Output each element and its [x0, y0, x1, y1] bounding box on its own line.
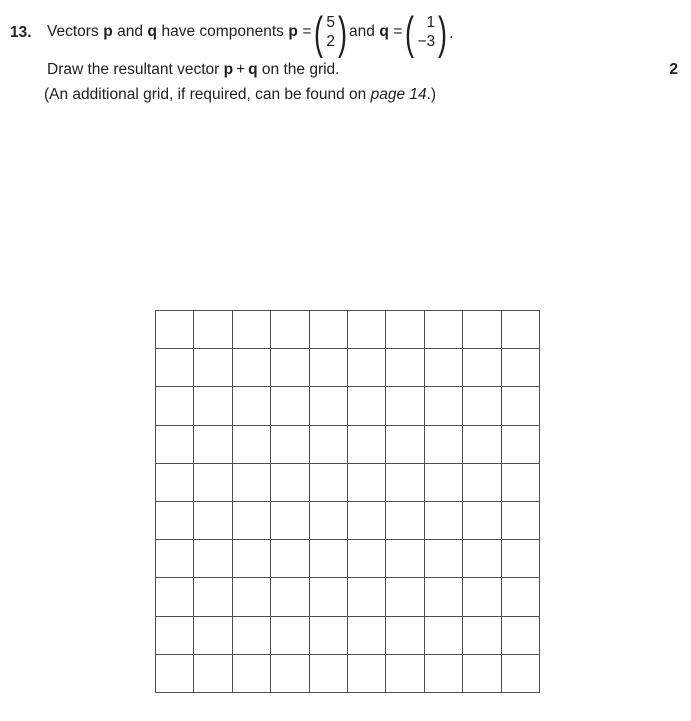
grid-cell [347, 310, 385, 348]
grid-cell [347, 425, 385, 463]
grid-cell [193, 501, 231, 539]
statement-text: and [117, 23, 144, 40]
grid-cell [501, 616, 539, 654]
grid-cell [155, 386, 193, 424]
grid-cell [424, 501, 462, 539]
vector-p-matrix [313, 6, 348, 58]
grid-cell [270, 386, 308, 424]
grid-cell [424, 616, 462, 654]
grid-cell [462, 501, 500, 539]
grid-cell [155, 616, 193, 654]
grid-cell [462, 386, 500, 424]
grid-cell [385, 386, 423, 424]
grid-cell [385, 501, 423, 539]
grid-cell [270, 425, 308, 463]
grid-cell [270, 348, 308, 386]
grid-cell [347, 386, 385, 424]
grid-cell [424, 425, 462, 463]
grid-cell [501, 654, 539, 692]
grid-cell [309, 577, 347, 615]
right-paren: ) [438, 6, 448, 58]
grid-cell [462, 577, 500, 615]
grid-cell [193, 310, 231, 348]
grid-cell [424, 348, 462, 386]
grid-cell [232, 425, 270, 463]
grid-cell [270, 539, 308, 577]
grid-cell [193, 386, 231, 424]
marks-value: 2 [669, 61, 678, 78]
grid-cell [347, 577, 385, 615]
grid-cell [501, 348, 539, 386]
grid-cell [232, 348, 270, 386]
grid-cell [193, 348, 231, 386]
grid-cell [193, 463, 231, 501]
vector-p-x-component: 5 [326, 14, 336, 31]
grid-cell [347, 539, 385, 577]
grid-cell [193, 577, 231, 615]
vector-q-x-component: 1 [426, 14, 436, 31]
instruction-text: on the grid. [261, 61, 340, 78]
grid-cell [462, 310, 500, 348]
instruction-text: Draw the resultant vector [47, 61, 220, 78]
question-instruction [47, 61, 339, 79]
grid-cell [424, 577, 462, 615]
grid-cell [385, 310, 423, 348]
grid-cell [385, 539, 423, 577]
answer-grid[interactable] [155, 310, 540, 693]
grid-cell [155, 348, 193, 386]
grid-cell [309, 425, 347, 463]
vector-p-symbol: p [288, 23, 298, 40]
grid-cell [193, 425, 231, 463]
equals-sign: = [302, 23, 312, 40]
vector-p-components [324, 13, 337, 51]
grid-cell [501, 501, 539, 539]
grid-cell [193, 616, 231, 654]
grid-cell [385, 616, 423, 654]
grid-cell [347, 616, 385, 654]
grid-cell [155, 425, 193, 463]
grid-cell [462, 616, 500, 654]
vector-q-y-component: −3 [417, 33, 436, 50]
grid-cell [270, 577, 308, 615]
grid-cell [155, 463, 193, 501]
grid-cell [309, 386, 347, 424]
grid-cell [232, 386, 270, 424]
vector-p-name: p [103, 23, 113, 40]
grid-cell [309, 463, 347, 501]
grid-cell [385, 463, 423, 501]
grid-cell [232, 539, 270, 577]
vector-q-matrix [404, 6, 448, 58]
grid-cell [270, 310, 308, 348]
grid-cell [501, 425, 539, 463]
grid-cell [385, 348, 423, 386]
grid-cell [462, 463, 500, 501]
grid-cell [501, 386, 539, 424]
statement-text: Vectors [47, 23, 99, 40]
statement-text: have components [161, 23, 284, 40]
grid-cell [424, 463, 462, 501]
question-number: 13. [10, 24, 32, 41]
grid-cell [501, 577, 539, 615]
grid-cell [309, 539, 347, 577]
grid-cell [309, 616, 347, 654]
grid-cell [385, 654, 423, 692]
grid-cell [232, 654, 270, 692]
grid-cell [347, 463, 385, 501]
vector-p-symbol: p [223, 61, 234, 78]
grid-cell [232, 616, 270, 654]
grid-cell [501, 539, 539, 577]
page-reference: page 14 [370, 86, 427, 103]
grid-cell [424, 539, 462, 577]
grid-cell [462, 348, 500, 386]
grid-cell [501, 463, 539, 501]
grid-cell [193, 539, 231, 577]
grid-cell [155, 654, 193, 692]
grid-cell [424, 386, 462, 424]
grid-cell [309, 654, 347, 692]
grid-cell [270, 616, 308, 654]
grid-cell [155, 577, 193, 615]
equals-sign: = [393, 23, 403, 40]
question-statement [47, 6, 454, 58]
grid-cell [270, 654, 308, 692]
grid-cell [424, 654, 462, 692]
grid-cell [347, 348, 385, 386]
grid-cell [309, 501, 347, 539]
left-paren: ( [314, 6, 324, 58]
additional-grid-note [44, 86, 436, 104]
note-text: (An additional grid, if required, can be found on [44, 86, 367, 103]
grid-cell [462, 654, 500, 692]
right-paren: ) [338, 6, 348, 58]
grid-cell [232, 501, 270, 539]
grid-cell [232, 577, 270, 615]
grid-cell [385, 577, 423, 615]
plus-sign: + [236, 61, 246, 78]
vector-q-components [415, 13, 437, 51]
vector-q-symbol: q [379, 23, 389, 40]
vector-q-name: q [147, 23, 158, 40]
grid-cell [155, 539, 193, 577]
grid-cell [462, 425, 500, 463]
note-text: .) [426, 86, 437, 103]
grid-cell [193, 654, 231, 692]
grid-cell [270, 463, 308, 501]
vector-q-symbol: q [248, 61, 258, 78]
grid-cell [232, 463, 270, 501]
grid-cell [155, 310, 193, 348]
grid-cell [309, 348, 347, 386]
left-paren: ( [405, 6, 415, 58]
grid-cell [155, 501, 193, 539]
grid-cell [232, 310, 270, 348]
grid-cell [347, 654, 385, 692]
grid-cell [385, 425, 423, 463]
grid-cell [462, 539, 500, 577]
grid-cell [501, 310, 539, 348]
grid-cell [424, 310, 462, 348]
grid-cell [347, 501, 385, 539]
statement-text: and [349, 23, 375, 40]
grid-cell [309, 310, 347, 348]
vector-p-y-component: 2 [326, 33, 336, 50]
statement-period: . [449, 25, 454, 42]
grid-cell [270, 501, 308, 539]
